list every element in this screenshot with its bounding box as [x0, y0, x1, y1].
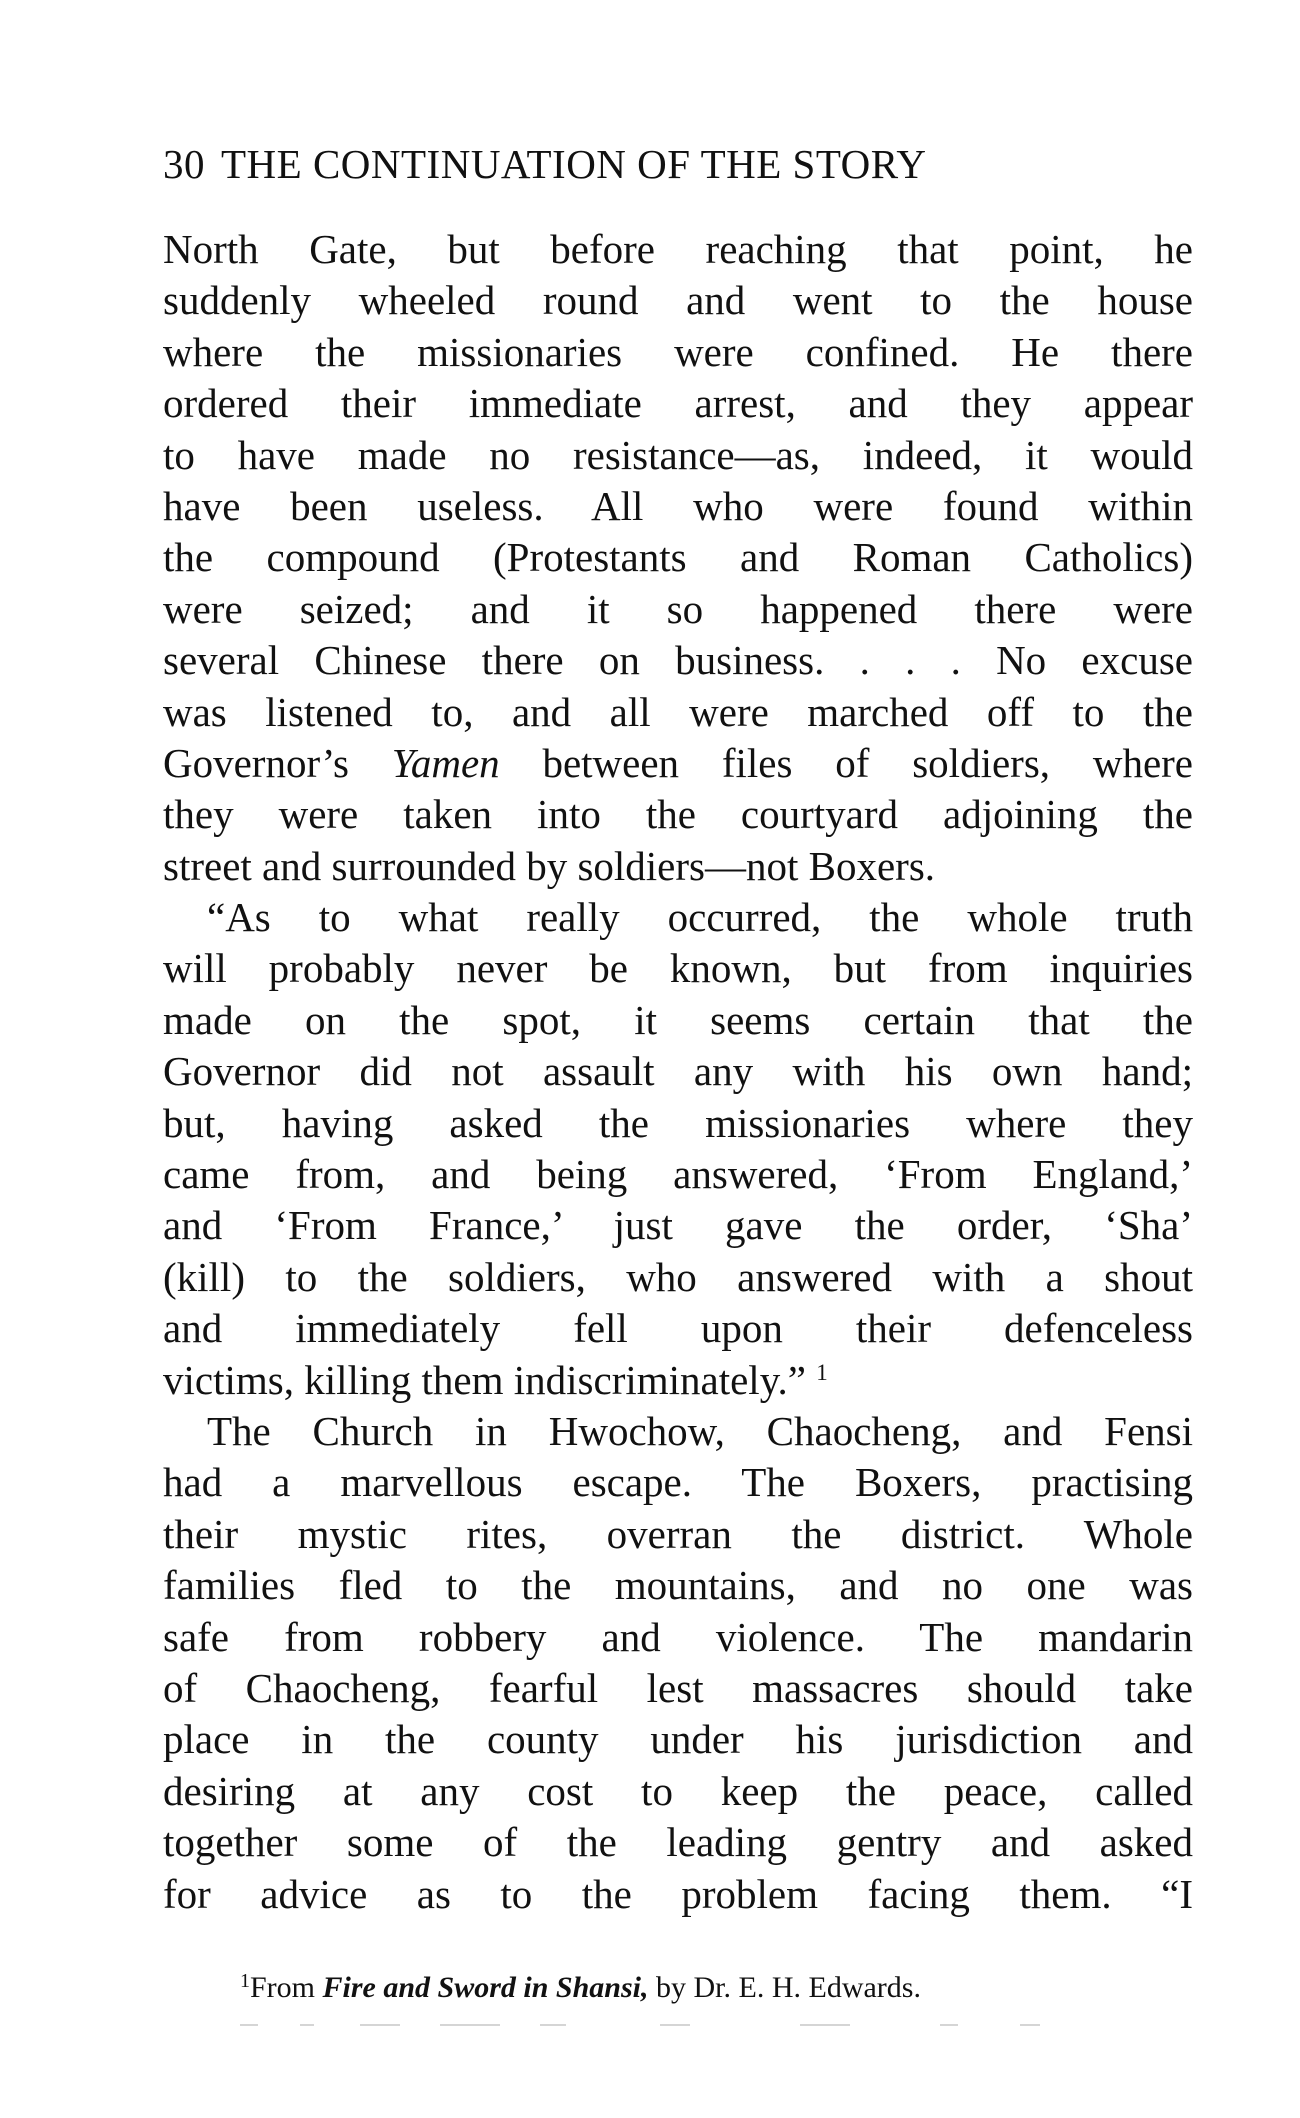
- text-line: and ‘From France,’ just gave the order, ‘Sha’: [163, 1202, 1193, 1249]
- body-text: [163, 224, 1193, 1920]
- text-line-with-note: [163, 1355, 1193, 1406]
- text-line: of Chaocheng, fearful lest massacres should take: [163, 1664, 1193, 1711]
- bleed-mark: [360, 2024, 400, 2026]
- text-line-yamen: [163, 738, 1193, 789]
- text-line: The Church in Hwochow, Chaocheng, and Fensi: [207, 1407, 1193, 1454]
- text-line: “As to what really occurred, the whole truth: [207, 894, 1193, 941]
- footnote-reference: 1: [816, 1359, 828, 1385]
- paragraph-1: [163, 224, 1193, 892]
- text-line: have been useless. All who were found within: [163, 482, 1193, 529]
- text-line: ordered their immediate arrest, and they appear: [163, 380, 1193, 427]
- text-line: came from, and being answered, ‘From England,’: [163, 1151, 1193, 1198]
- text-line: safe from robbery and violence. The mandarin: [163, 1613, 1193, 1660]
- footnote: [240, 1968, 1200, 2008]
- footnote-book-title: Fire and Sword in Shansi,: [322, 1971, 649, 2004]
- text-line: (kill) to the soldiers, who answered with a shout: [163, 1253, 1193, 1300]
- text-line: together some of the leading gentry and asked: [163, 1819, 1193, 1866]
- text-line: were seized; and it so happened there were: [163, 585, 1193, 632]
- text-line: they were taken into the courtyard adjoining the: [163, 791, 1193, 838]
- show-through-marks: [240, 2020, 1080, 2060]
- text-line: their mystic rites, overran the district. Whole: [163, 1510, 1193, 1557]
- text-line: will probably never be known, but from inquiries: [163, 945, 1193, 992]
- bleed-mark: [300, 2024, 314, 2026]
- bleed-mark: [1020, 2024, 1040, 2026]
- text-line: where the missionaries were confined. He there: [163, 328, 1193, 375]
- paragraph-2-quotation: [163, 892, 1193, 1406]
- text-line: had a marvellous escape. The Boxers, practising: [163, 1459, 1193, 1506]
- text-line: Governor did not assault any with his own hand;: [163, 1048, 1193, 1095]
- line-segment: victims, killing them indiscriminately.”: [163, 1356, 806, 1403]
- text-line: desiring at any cost to keep the peace, called: [163, 1767, 1193, 1814]
- text-line: the compound (Protestants and Roman Catholics): [163, 534, 1193, 581]
- text-line: street and surrounded by soldiers—not Boxers.: [163, 842, 936, 889]
- text-line: and immediately fell upon their defenceless: [163, 1305, 1193, 1352]
- line-segment: between files of soldiers, where: [499, 739, 1193, 786]
- text-line: was listened to, and all were marched off to the: [163, 688, 1193, 735]
- running-head: [163, 140, 1193, 196]
- page-number: 30: [163, 141, 205, 187]
- bleed-mark: [800, 2024, 850, 2026]
- chapter-title: THE CONTINUATION OF THE STORY: [221, 141, 927, 187]
- text-line: North Gate, but before reaching that point, he: [163, 226, 1193, 272]
- footnote-marker: 1: [240, 1970, 250, 1992]
- text-line: for advice as to the problem facing them. “I: [163, 1870, 1193, 1917]
- bleed-mark: [240, 2024, 258, 2026]
- italic-term-yamen: Yamen: [391, 739, 500, 786]
- line-segment: Governor’s: [163, 739, 392, 786]
- text-line: place in the county under his jurisdiction and: [163, 1716, 1193, 1763]
- text-line: suddenly wheeled round and went to the house: [163, 277, 1193, 324]
- text-line: but, having asked the missionaries where they: [163, 1099, 1193, 1146]
- paragraph-3: [163, 1406, 1193, 1920]
- footnote-prefix: From: [250, 1971, 323, 2004]
- bleed-mark: [940, 2024, 958, 2026]
- bleed-mark: [660, 2024, 690, 2026]
- text-line: made on the spot, it seems certain that the: [163, 996, 1193, 1043]
- bleed-mark: [440, 2024, 500, 2026]
- text-line: several Chinese there on business. . . . No excuse: [163, 637, 1193, 684]
- footnote-author: by Dr. E. H. Edwards.: [648, 1971, 921, 2004]
- text-line: families fled to the mountains, and no one was: [163, 1562, 1193, 1609]
- bleed-mark: [540, 2024, 566, 2026]
- text-line: to have made no resistance—as, indeed, it would: [163, 431, 1193, 478]
